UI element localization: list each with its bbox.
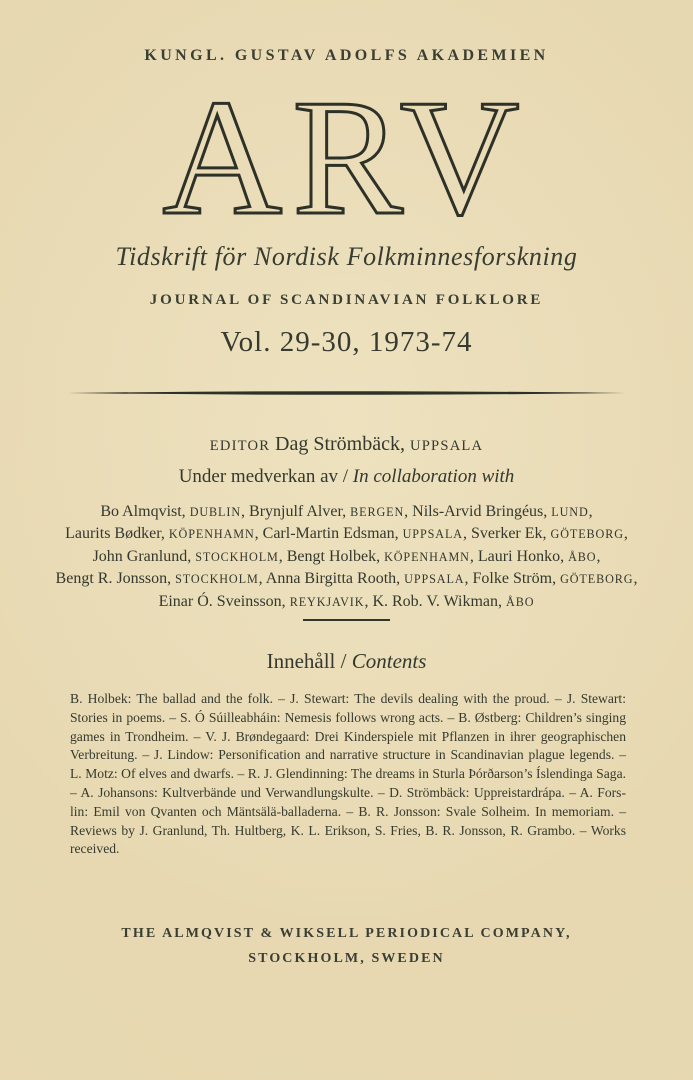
- text-segment: , K. Rob. V. Wikman,: [364, 592, 507, 610]
- text-segment: Bo Almqvist,: [100, 503, 190, 520]
- text-segment: In collaboration with: [352, 466, 515, 487]
- text-segment: Laurits Bødker,: [65, 525, 169, 543]
- text-segment: , Anna Birgitta Rooth,: [258, 570, 405, 588]
- text-segment: Einar Ó. Sveinsson,: [158, 592, 290, 610]
- text-segment: /: [342, 466, 353, 487]
- collaborator-line: [0, 523, 693, 545]
- collaborator-line: [0, 546, 693, 568]
- contents-line: Verbreitung. – J. Lindow: Personification and narrative structure in Scandinavian plague legends. –: [70, 747, 626, 763]
- text-segment: Innehåll: [266, 649, 341, 673]
- text-segment: UPPSALA: [410, 438, 484, 454]
- volume-line: Vol. 29-30, 1973-74: [220, 326, 473, 358]
- collaborator-line: [0, 591, 693, 613]
- society-name: KUNGL. GUSTAV ADOLFS AKADEMIEN: [144, 47, 549, 64]
- text-segment: Under medverkan av: [178, 466, 343, 487]
- text-segment: GÖTEBORG: [560, 572, 634, 587]
- collaborator-line: [0, 501, 693, 523]
- text-segment: STOCKHOLM: [175, 572, 259, 587]
- text-segment: Dag Strömbäck,: [275, 433, 410, 455]
- text-segment: ,: [633, 570, 638, 588]
- text-segment: Bengt R. Jonsson,: [55, 570, 176, 588]
- publisher-name: THE ALMQVIST & WIKSELL PERIODICAL COMPANY,: [121, 926, 572, 941]
- text-segment: LUND: [551, 505, 589, 519]
- text-segment: STOCKHOLM: [195, 549, 279, 564]
- text-segment: , Lauri Honko,: [469, 547, 569, 565]
- contents-line: lin: Emil von Qvanten och Mäntsälä-balladerna. – B. R. Jonsson: Svale Solheim. In memoriam. –: [70, 803, 626, 819]
- text-segment: BERGEN: [350, 505, 405, 519]
- journal-title: ARV: [162, 86, 530, 238]
- text-segment: John Granlund,: [92, 547, 196, 565]
- text-segment: DUBLIN: [189, 505, 242, 519]
- contents-line: Stories in poems. – S. Ó Súilleabháin: Nemesis follows wrong acts. – B. Østberg: Children’s singing: [70, 709, 626, 725]
- journal-title-art: [0, 86, 693, 238]
- text-segment: , Folke Ström,: [464, 570, 561, 588]
- collaborator-line: [0, 568, 693, 590]
- collaborators-list: [0, 501, 693, 613]
- text-segment: KÖPENHAMN: [168, 527, 255, 542]
- contents-line: received.: [70, 841, 120, 857]
- section-rule: [303, 619, 390, 621]
- text-segment: , Carl-Martin Edsman,: [254, 525, 403, 543]
- text-segment: , Bengt Holbek,: [278, 547, 385, 565]
- contents-paragraph: [70, 690, 626, 859]
- text-segment: UPPSALA: [404, 572, 465, 587]
- text-segment: ÅBO: [506, 594, 535, 609]
- swelled-rule: [68, 389, 625, 397]
- text-segment: ÅBO: [568, 549, 597, 564]
- text-segment: Contents: [351, 649, 427, 673]
- text-segment: , Sverker Ek,: [462, 525, 551, 543]
- contents-heading: [0, 649, 693, 674]
- editor-line: [0, 433, 693, 456]
- text-segment: /: [340, 649, 352, 673]
- text-segment: ,: [588, 503, 593, 520]
- text-segment: ,: [623, 525, 628, 543]
- text-segment: , Brynjulf Alver,: [241, 503, 351, 520]
- subtitle-english: JOURNAL OF SCANDINAVIAN FOLKLORE: [149, 292, 544, 308]
- text-segment: REYKJAVIK: [289, 594, 365, 609]
- text-segment: KÖPENHAMN: [384, 549, 470, 564]
- contents-line: L. Motz: Of elves and dwarfs. – R. J. Glendinning: The dreams in Sturla Þórðarson’s Íslendinga Saga.: [70, 766, 626, 782]
- text-segment: GÖTEBORG: [550, 527, 624, 542]
- contents-line: – A. Johansons: Kultverbände und Verwandlungskulte. – D. Strömbäck: Uppreistardrápa. – A. Fors-: [70, 784, 626, 800]
- text-segment: ,: [596, 547, 601, 565]
- text-segment: UPPSALA: [402, 527, 463, 542]
- contents-line: games in Trondheim. – V. J. Brøndegaard: Drei Kinderspiele mit Pflanzen in ihrer geographischen: [70, 728, 626, 744]
- collaboration-heading: [0, 466, 693, 488]
- text-segment: , Nils-Arvid Bringéus,: [404, 503, 552, 520]
- text-segment: EDITOR: [209, 438, 276, 454]
- contents-line: Reviews by J. Granlund, Th. Hultberg, K. L. Erikson, S. Fries, B. R. Jonsson, R. Grambo. – Works: [70, 822, 626, 838]
- publisher-city: STOCKHOLM, SWEDEN: [248, 951, 445, 966]
- contents-line: B. Holbek: The ballad and the folk. – J. Stewart: The devils dealing with the proud. – J. Stewart:: [70, 691, 626, 706]
- subtitle-swedish: Tidskrift för Nordisk Folkminnesforskning: [115, 242, 578, 271]
